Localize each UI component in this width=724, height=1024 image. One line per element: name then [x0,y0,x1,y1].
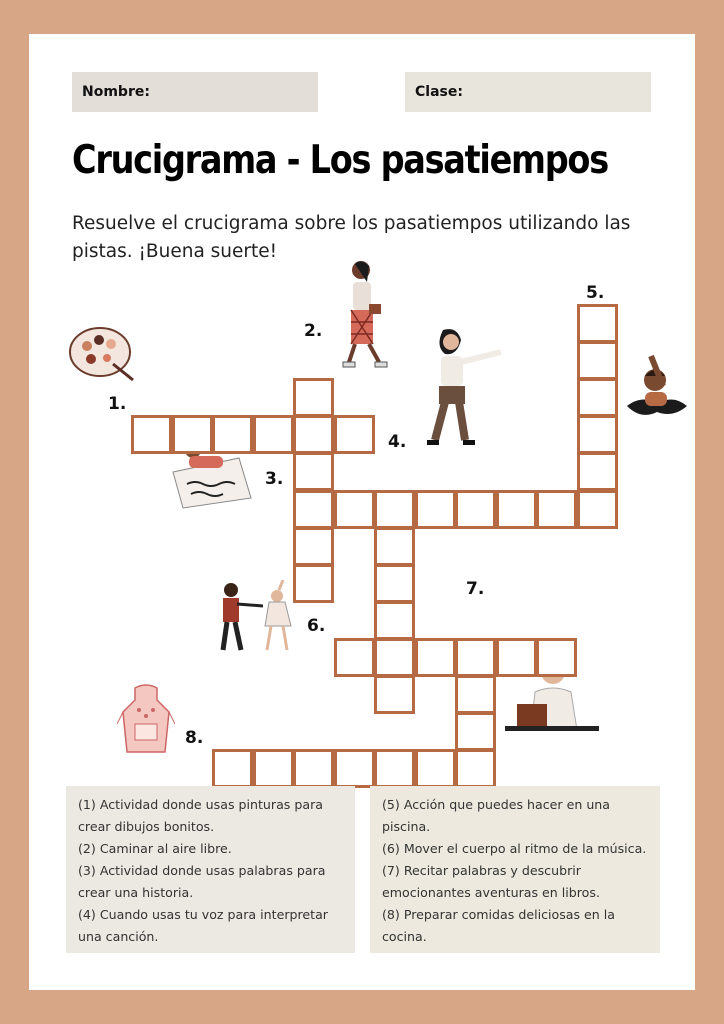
class-field[interactable] [405,72,651,112]
crossword-cell[interactable] [455,712,496,751]
crossword-cell[interactable] [374,749,415,788]
crossword-cell[interactable] [577,490,618,529]
clue-7: (7) Recitar palabras y descubrir emocionantes aventuras en libros. [382,863,600,900]
crossword-cell[interactable] [455,490,496,529]
crossword-cell[interactable] [577,341,618,380]
clue-8: (8) Preparar comidas deliciosas en la cocina. [382,907,615,944]
clues-right [370,786,660,953]
walking-woman-icon [337,258,397,370]
crossword-cell[interactable] [374,564,415,603]
crossword-cell[interactable] [577,415,618,454]
crossword-cell[interactable] [415,490,456,529]
crossword-cell[interactable] [415,749,456,788]
clue-number-7: 7. [466,579,485,599]
crossword-cell[interactable] [374,490,415,529]
crossword-cell[interactable] [334,415,375,454]
clue-6: (6) Mover el cuerpo al ritmo de la música. [382,841,647,856]
dancing-couple-icon [217,580,299,656]
singing-woman-icon [421,326,507,448]
clue-1: (1) Actividad donde usas pinturas para crear dibujos bonitos. [78,797,323,834]
clue-4: (4) Cuando usas tu voz para interpretar una canción. [78,907,328,944]
crossword-cell[interactable] [455,749,496,788]
clue-number-5: 5. [586,283,605,303]
crossword-cell[interactable] [536,490,577,529]
crossword-cell[interactable] [455,638,496,677]
page-title: Crucigrama - Los pasatiempos [72,138,608,183]
crossword-cell[interactable] [496,490,537,529]
swimmer-icon [623,350,691,422]
crossword-cell[interactable] [131,415,172,454]
crossword-cell[interactable] [293,452,334,491]
crossword-cell[interactable] [253,749,294,788]
clue-number-3: 3. [265,469,284,489]
crossword-cell[interactable] [577,452,618,491]
crossword-cell[interactable] [293,527,334,566]
clue-3: (3) Actividad donde usas palabras para crear una historia. [78,863,326,900]
clue-number-4: 4. [388,432,407,452]
crossword-cell[interactable] [374,675,415,714]
crossword-cell[interactable] [293,564,334,603]
crossword-cell[interactable] [496,638,537,677]
clue-2: (2) Caminar al aire libre. [78,841,232,856]
clue-number-6: 6. [307,616,326,636]
apron-icon [117,684,175,756]
crossword-cell[interactable] [212,749,253,788]
clue-number-2: 2. [304,321,323,341]
crossword-cell[interactable] [293,378,334,417]
crossword-cell[interactable] [577,378,618,417]
crossword-cell[interactable] [455,675,496,714]
crossword-cell[interactable] [334,749,375,788]
crossword-cell[interactable] [293,415,334,454]
clue-number-8: 8. [185,728,204,748]
worksheet [29,34,695,990]
crossword-cell[interactable] [536,638,577,677]
crossword-cell[interactable] [253,415,294,454]
name-label: Nombre: [82,84,150,100]
crossword-cell[interactable] [374,638,415,677]
paint-palette-icon [69,324,135,382]
clue-number-1: 1. [108,394,127,414]
crossword-cell[interactable] [334,638,375,677]
crossword-cell[interactable] [374,527,415,566]
name-field[interactable] [72,72,318,112]
clues-left [66,786,355,953]
crossword-cell[interactable] [577,304,618,343]
instructions: Resuelve el crucigrama sobre los pasatiempos utilizando las pistas. ¡Buena suerte! [72,213,631,262]
crossword-cell[interactable] [212,415,253,454]
crossword-cell[interactable] [374,601,415,640]
crossword-cell[interactable] [293,490,334,529]
crossword-cell[interactable] [415,638,456,677]
crossword-cell[interactable] [172,415,213,454]
crossword-cell[interactable] [293,749,334,788]
class-label: Clase: [415,84,463,100]
crossword-cell[interactable] [334,490,375,529]
clue-5: (5) Acción que puedes hacer en una piscina. [382,797,610,834]
